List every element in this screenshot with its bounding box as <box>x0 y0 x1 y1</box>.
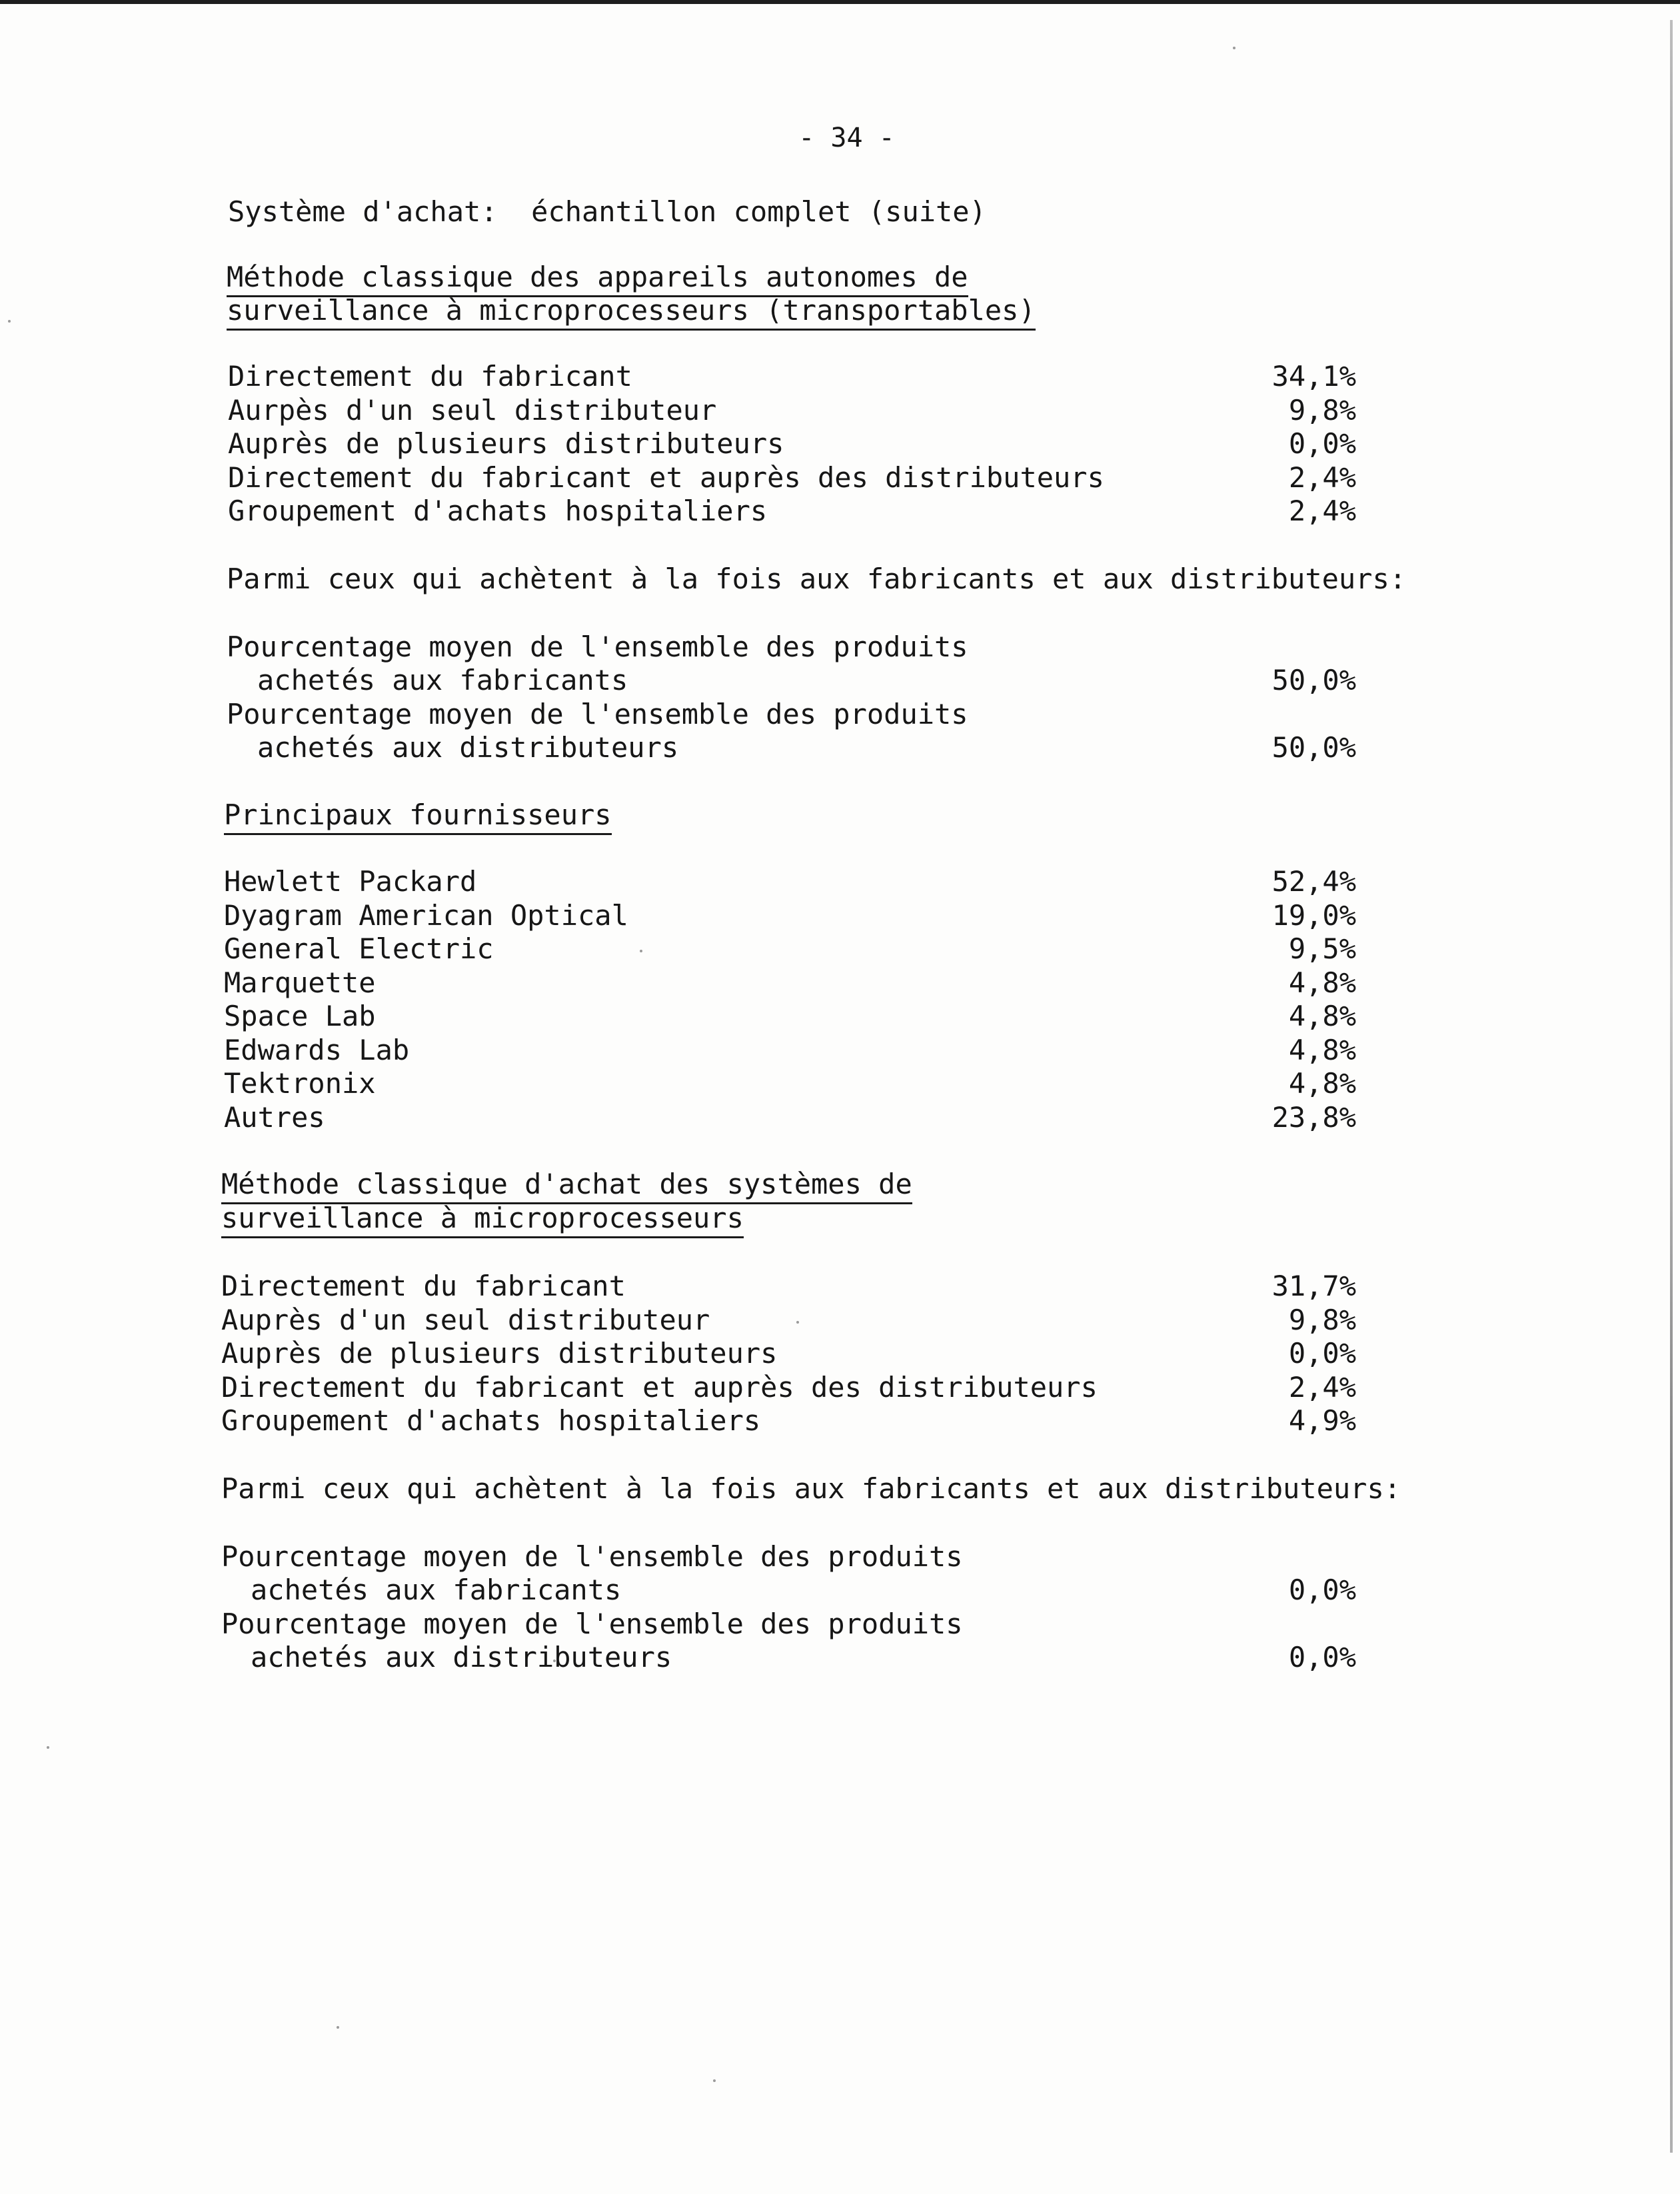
row-value: 2,4% <box>1288 1371 1356 1404</box>
row-label: Directement du fabricant et auprès des distributeurs <box>228 461 1104 494</box>
row-label: Pourcentage moyen de l'ensemble des produits <box>227 630 968 663</box>
row-value: 34,1% <box>1271 360 1356 393</box>
row-value: 2,4% <box>1288 461 1356 494</box>
section-heading <box>227 261 968 297</box>
row-value: 4,9% <box>1288 1404 1356 1437</box>
row-value: 50,0% <box>1271 731 1356 764</box>
section-heading <box>224 798 612 835</box>
row-value: 9,8% <box>1288 394 1356 427</box>
row-label: achetés aux fabricants <box>257 664 628 696</box>
row-value: 23,8% <box>1271 1101 1356 1134</box>
row-label: Directement du fabricant et auprès des distributeurs <box>221 1371 1098 1404</box>
section-heading-line: Méthode classique d'achat des systèmes de <box>221 1168 912 1204</box>
row-value: 0,0% <box>1288 1337 1356 1370</box>
row-label: Groupement d'achats hospitaliers <box>228 495 768 527</box>
paragraph-intro: Parmi ceux qui achètent à la fois aux fabricants et aux distributeurs: <box>227 562 1407 595</box>
row-value: 9,5% <box>1288 932 1356 965</box>
row-label: Pourcentage moyen de l'ensemble des produits <box>221 1608 963 1640</box>
row-label: Groupement d'achats hospitaliers <box>221 1404 761 1437</box>
row-label: Auprès d'un seul distributeur <box>221 1304 710 1336</box>
row-label: Tektronix <box>224 1067 376 1100</box>
section-heading <box>227 294 1036 331</box>
section-heading-line: surveillance à microprocesseurs (transportables) <box>227 294 1036 331</box>
row-value: 0,0% <box>1288 1574 1356 1606</box>
paragraph-intro: Parmi ceux qui achètent à la fois aux fabricants et aux distributeurs: <box>221 1472 1401 1505</box>
row-value: 4,8% <box>1288 1000 1356 1032</box>
row-label: Aurpès d'un seul distributeur <box>228 394 717 427</box>
row-label: Marquette <box>224 966 376 999</box>
page-number: - 34 - <box>798 123 895 153</box>
row-value: 4,8% <box>1288 1034 1356 1066</box>
row-value: 2,4% <box>1288 495 1356 527</box>
section-heading <box>221 1202 744 1238</box>
row-label: achetés aux distributeurs <box>257 731 679 764</box>
row-label: Hewlett Packard <box>224 865 477 898</box>
row-label: Auprès de plusieurs distributeurs <box>228 427 784 460</box>
row-value: 4,8% <box>1288 966 1356 999</box>
document-header: Système d'achat: échantillon complet (suite) <box>228 195 986 228</box>
section-heading-line: Méthode classique des appareils autonomes de <box>227 261 968 297</box>
row-label: Space Lab <box>224 1000 376 1032</box>
row-value: 0,0% <box>1288 1641 1356 1673</box>
section-heading-line: surveillance à microprocesseurs <box>221 1202 744 1238</box>
row-label: Pourcentage moyen de l'ensemble des produits <box>227 698 968 730</box>
row-value: 50,0% <box>1271 664 1356 696</box>
row-label: Edwards Lab <box>224 1034 410 1066</box>
row-label: General Electric <box>224 932 494 965</box>
row-label: Dyagram American Optical <box>224 899 628 932</box>
row-value: 19,0% <box>1271 899 1356 932</box>
row-value: 4,8% <box>1288 1067 1356 1100</box>
row-label: Pourcentage moyen de l'ensemble des produits <box>221 1540 963 1573</box>
row-label: Directement du fabricant <box>221 1270 626 1302</box>
row-label: Autres <box>224 1101 325 1134</box>
row-label: achetés aux fabricants <box>251 1574 622 1606</box>
row-label: Auprès de plusieurs distributeurs <box>221 1337 778 1370</box>
row-value: 0,0% <box>1288 427 1356 460</box>
section-heading-line: Principaux fournisseurs <box>224 798 612 835</box>
row-value: 52,4% <box>1271 865 1356 898</box>
section-heading <box>221 1168 912 1204</box>
row-label: achetés aux distributeurs <box>251 1641 672 1673</box>
row-value: 31,7% <box>1271 1270 1356 1302</box>
row-label: Directement du fabricant <box>228 360 632 393</box>
row-value: 9,8% <box>1288 1304 1356 1336</box>
